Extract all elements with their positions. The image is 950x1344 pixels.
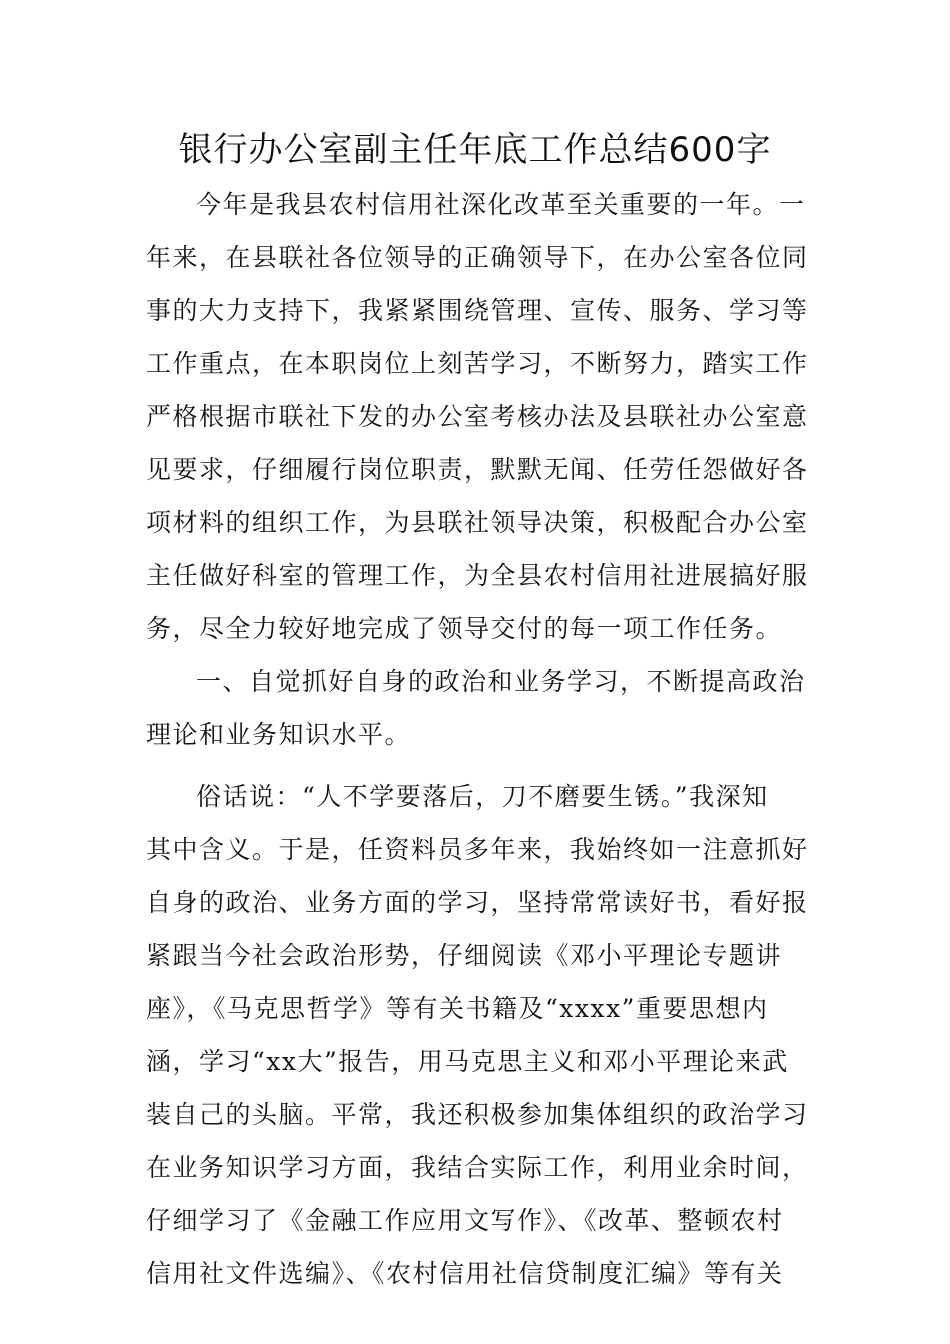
- paragraph-line: 座》，《马克思哲学》等有关书籍及“xxxx”重要思想内: [146, 994, 769, 1023]
- paragraph-line: 涵，学习“xx大”报告，用马克思主义和邓小平理论来武: [146, 1047, 789, 1076]
- paragraph-line: 今年是我县农村信用社深化改革至关重要的一年。一: [196, 190, 806, 219]
- section-heading-line: 理论和业务知识水平。: [146, 720, 412, 749]
- paragraph-line: 主任做好科室的管理工作，为全县农村信用社进展搞好服: [146, 561, 809, 590]
- paragraph-line: 装自己的头脑。平常，我还积极参加集体组织的政治学习: [146, 1100, 809, 1129]
- paragraph-line: 务，尽全力较好地完成了领导交付的每一项工作任务。: [146, 614, 783, 643]
- paragraph-line: 在业务知识学习方面，我结合实际工作，利用业余时间，: [146, 1153, 809, 1182]
- paragraph-line: 信用社文件选编》、《农村信用社信贷制度汇编》等有关: [146, 1259, 784, 1288]
- paragraph-line: 其中含义。于是，任资料员多年来，我始终如一注意抓好: [146, 835, 809, 864]
- document-body: [146, 178, 816, 1300]
- paragraph-line: 工作重点，在本职岗位上刻苦学习，不断努力，踏实工作: [146, 349, 809, 378]
- paragraph-line: 仔细学习了《金融工作应用文写作》、《改革、整顿农村: [146, 1206, 784, 1235]
- paragraph-line: 见要求，仔细履行岗位职责，默默无闻、任劳任怨做好各: [146, 455, 809, 484]
- paragraph-line: 项材料的组织工作，为县联社领导决策，积极配合办公室: [146, 508, 809, 537]
- paragraph-line: 事的大力支持下，我紧紧围绕管理、宣传、服务、学习等: [146, 296, 809, 325]
- paragraph-gap: [146, 761, 816, 770]
- paragraph-line: 年来，在县联社各位领导的正确领导下，在办公室各位同: [146, 243, 809, 272]
- paragraph-line: 自身的政治、业务方面的学习，坚持常常读好书，看好报: [146, 888, 809, 917]
- section-heading-line: 一、自觉抓好自身的政治和业务学习，不断提高政治: [196, 667, 806, 696]
- paragraph-line: 严格根据市联社下发的办公室考核办法及县联社办公室意: [146, 402, 809, 431]
- document-title: 银行办公室副主任年底工作总结600字: [178, 130, 772, 170]
- paragraph-line: 紧跟当今社会政治形势，仔细阅读《邓小平理论专题讲: [146, 941, 783, 970]
- paragraph-line: 俗话说：“人不学要落后，刀不磨要生锈。”我深知: [196, 782, 769, 811]
